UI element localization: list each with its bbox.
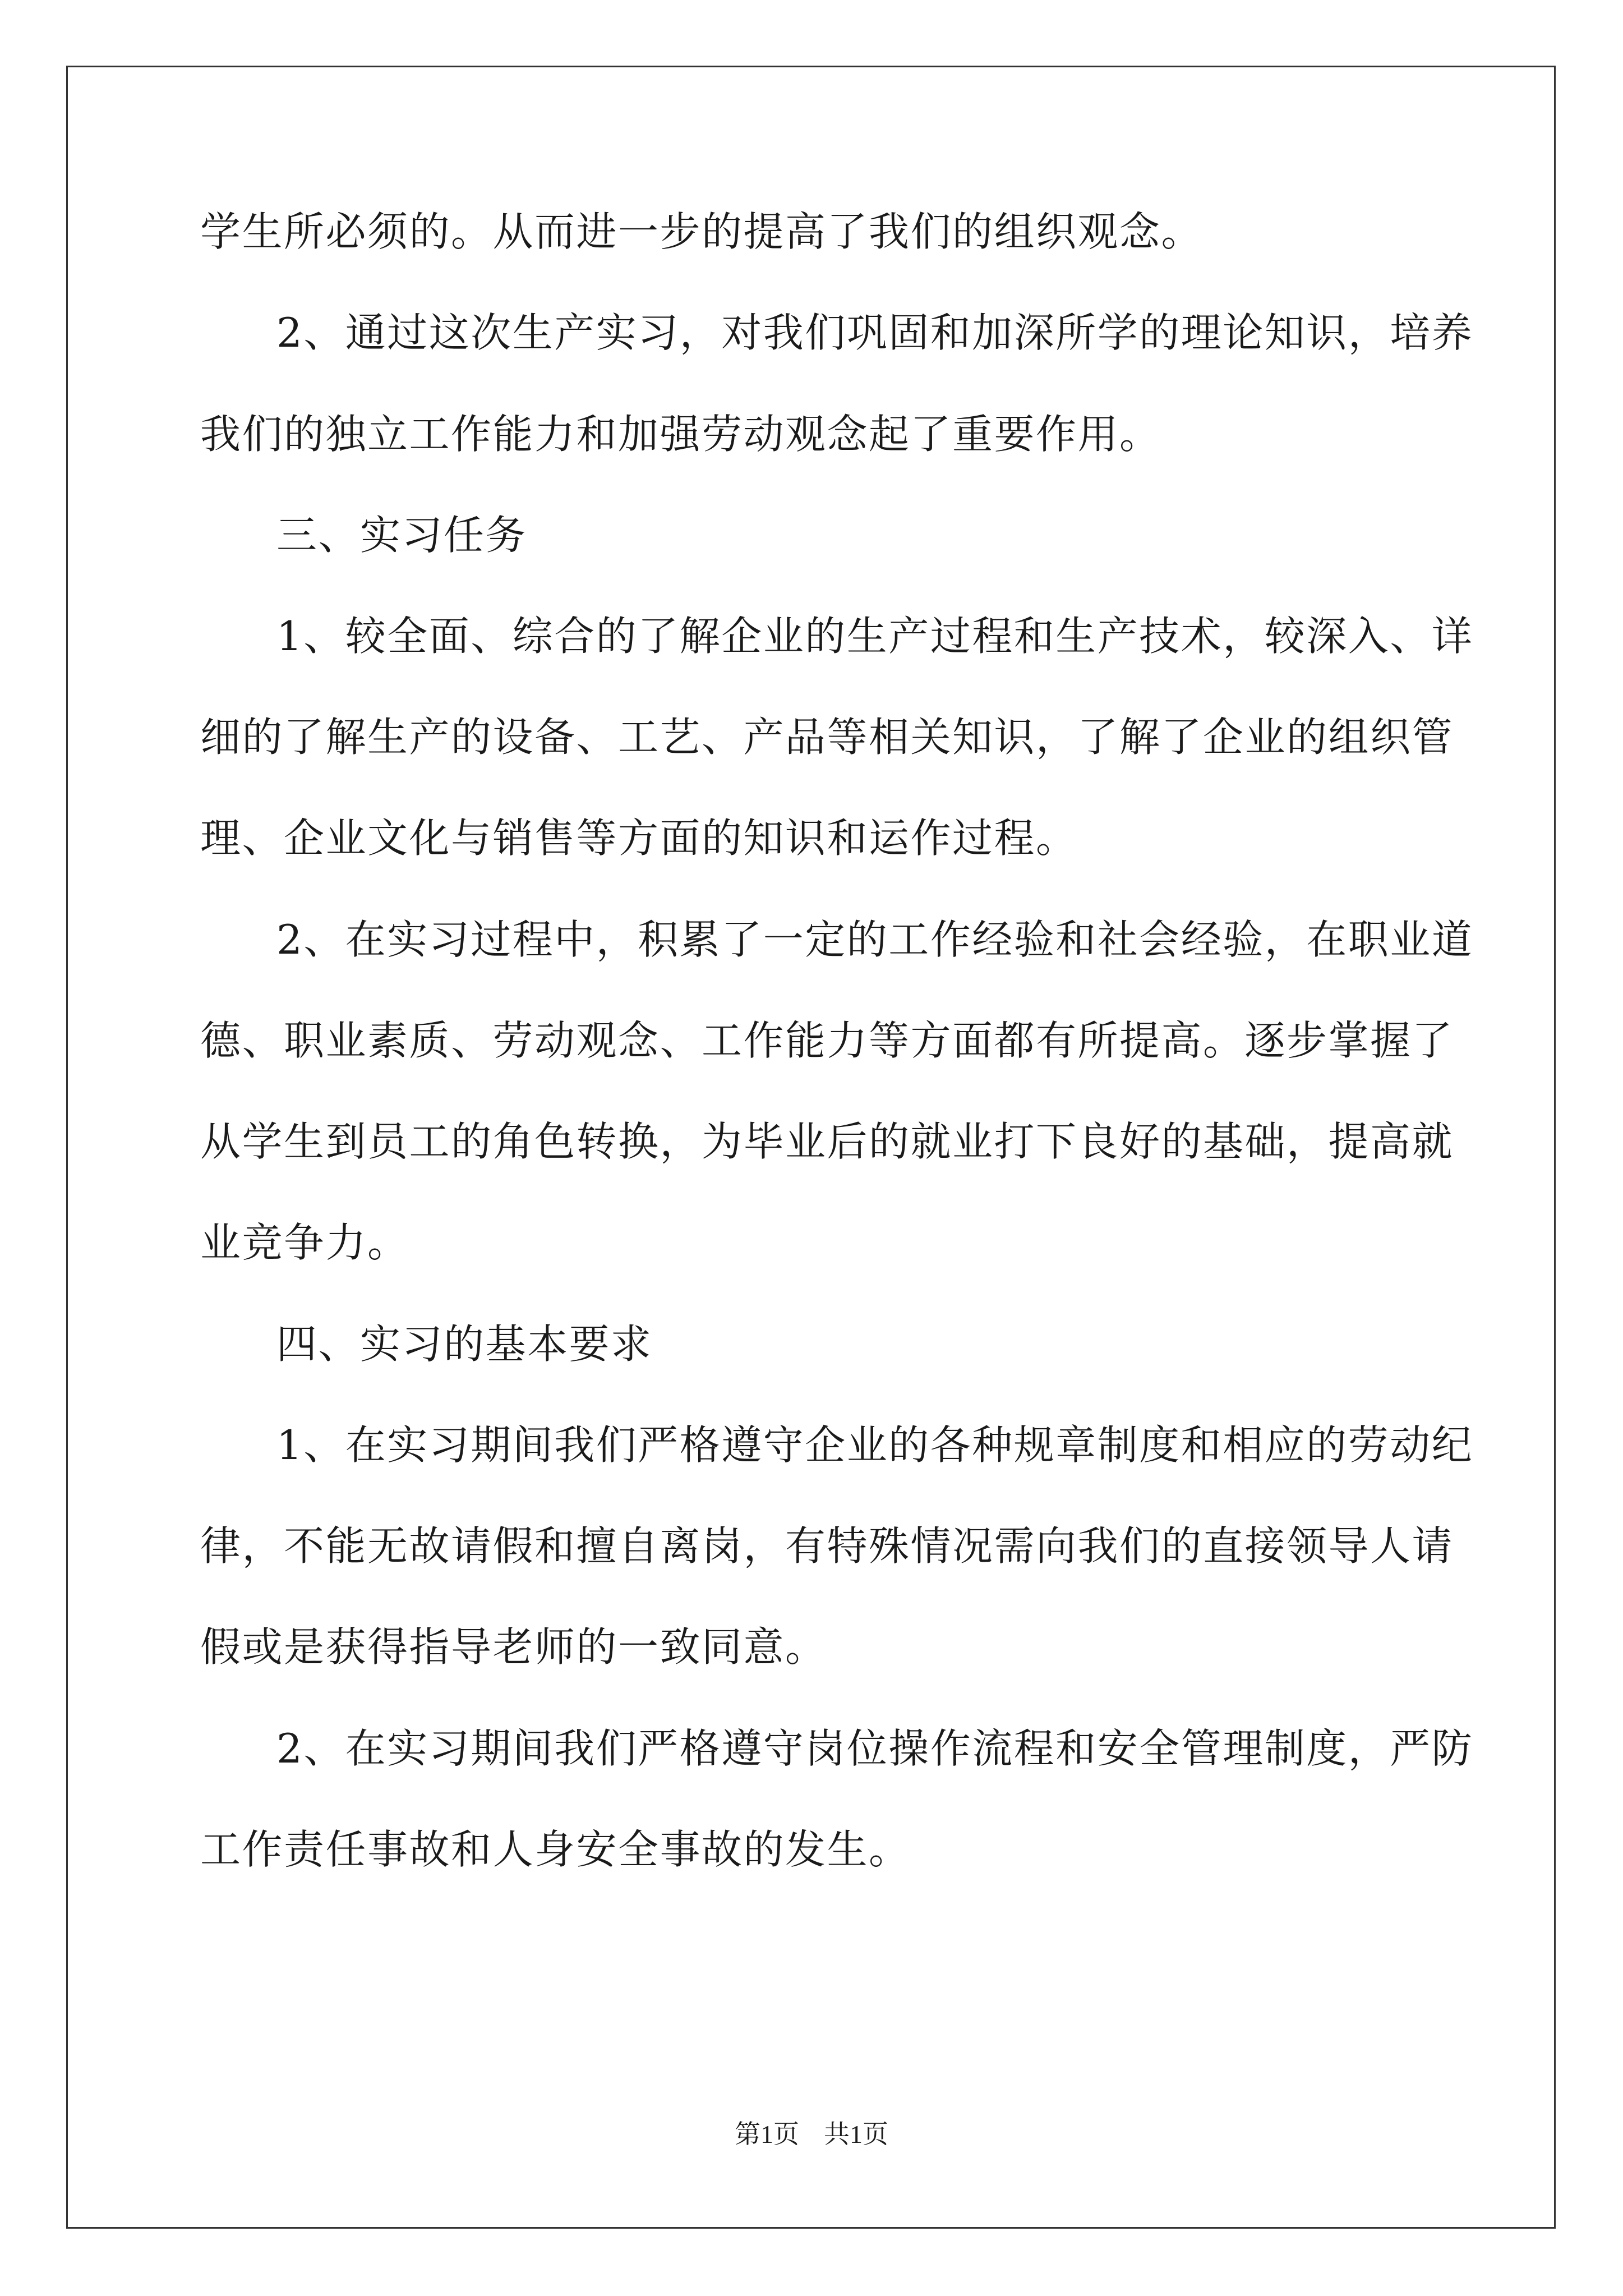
page-total: 共1页 <box>824 2120 888 2148</box>
text-line: 德、职业素质、劳动观念、工作能力等方面都有所提高。逐步掌握了 <box>200 1017 1454 1064</box>
text-line: 2、在实习过程中，积累了一定的工作经验和社会经验，在职业道 <box>276 916 1474 963</box>
page-footer <box>0 2118 1623 2151</box>
text-line: 工作责任事故和人身安全事故的发生。 <box>200 1826 911 1873</box>
text-line: 业竞争力。 <box>200 1219 409 1266</box>
text-line: 1、较全面、综合的了解企业的生产过程和生产技术，较深入、详 <box>276 613 1474 660</box>
text-line: 2、通过这次生产实习，对我们巩固和加深所学的理论知识，培养 <box>276 309 1474 356</box>
text-line: 假或是获得指导老师的一致同意。 <box>200 1623 827 1671</box>
text-line: 理、企业文化与销售等方面的知识和运作过程。 <box>200 815 1078 862</box>
text-line: 1、在实习期间我们严格遵守企业的各种规章制度和相应的劳动纪 <box>276 1421 1474 1469</box>
text-line: 2、在实习期间我们严格遵守岗位操作流程和安全管理制度，严防 <box>276 1725 1474 1772</box>
text-line: 学生所必须的。从而进一步的提高了我们的组织观念。 <box>200 208 1204 255</box>
section-heading: 四、实习的基本要求 <box>276 1320 653 1368</box>
text-line: 从学生到员工的角色转换，为毕业后的就业打下良好的基础，提高就 <box>200 1118 1454 1165</box>
page-number: 第1页 <box>735 2120 799 2148</box>
text-line: 细的了解生产的设备、工艺、产品等相关知识，了解了企业的组织管 <box>200 714 1454 761</box>
text-line: 我们的独立工作能力和加强劳动观念起了重要作用。 <box>200 411 1161 458</box>
section-heading: 三、实习任务 <box>276 512 528 559</box>
text-line: 律，不能无故请假和擅自离岗，有特殊情况需向我们的直接领导人请 <box>200 1522 1454 1570</box>
